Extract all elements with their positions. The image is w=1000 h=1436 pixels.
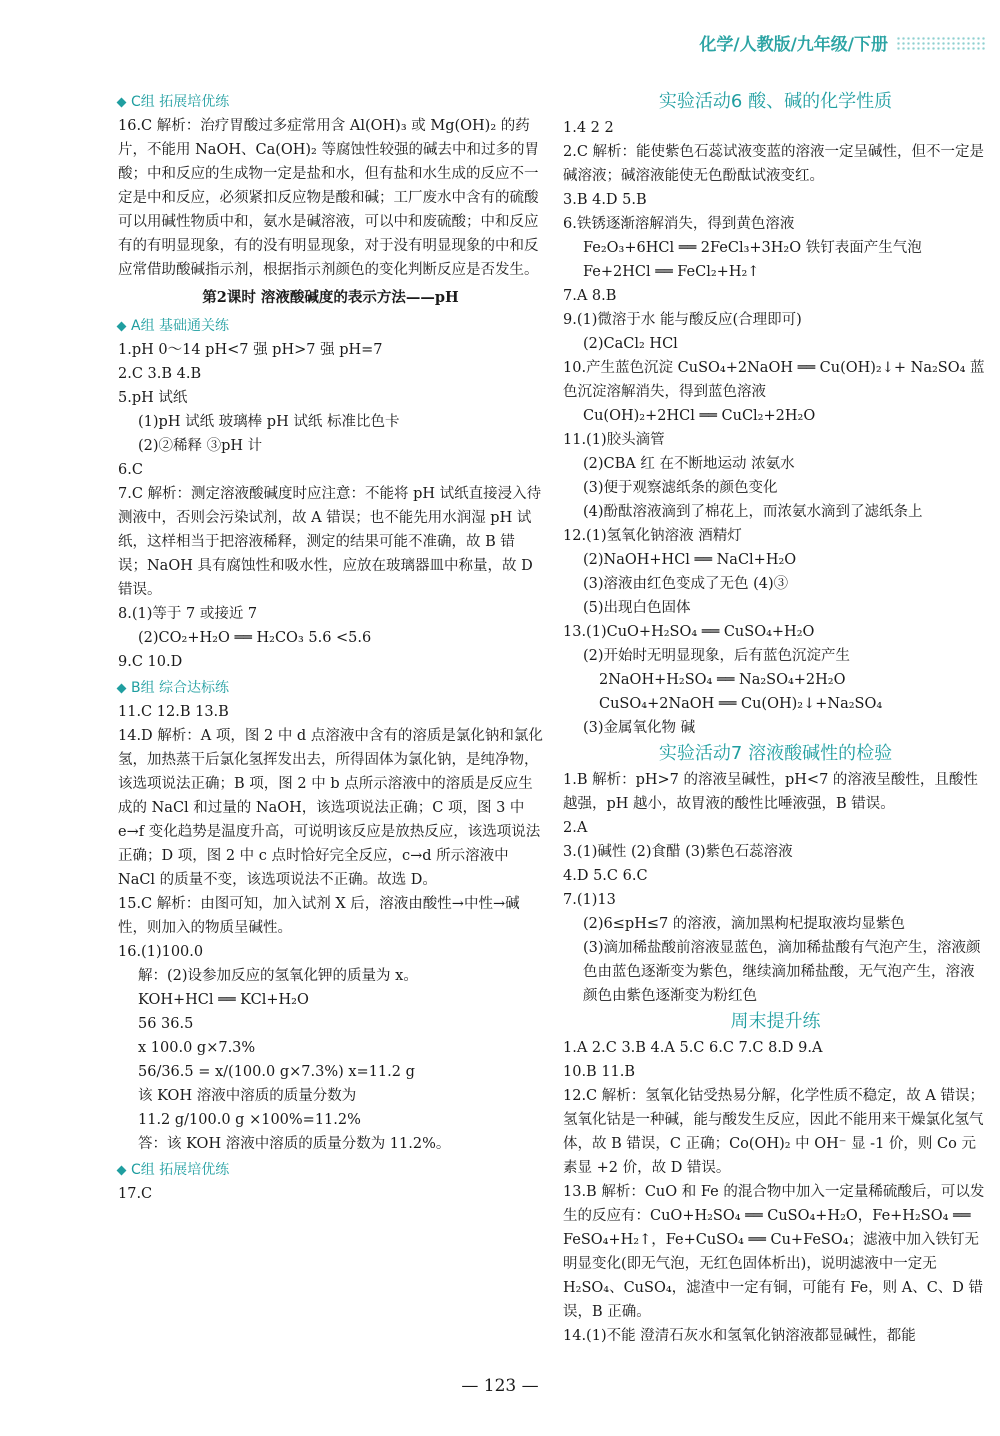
answer-item: 1.pH 0～14 pH<7 强 pH>7 强 pH=7 xyxy=(118,342,383,358)
answer-subline: KOH+HCl ══ KCl+H₂O xyxy=(138,992,309,1008)
answer-item: 13.(1)CuO+H₂SO₄ ══ CuSO₄+H₂O xyxy=(563,624,815,640)
group-heading-text: C组 拓展培优练 xyxy=(131,1162,230,1178)
answer-item: 6.C xyxy=(118,462,143,478)
answer-item: 16.(1)100.0 xyxy=(118,944,204,960)
left-column xyxy=(118,88,543,1206)
answer-item: 10.B 11.B xyxy=(563,1064,636,1080)
answer-equation: CuSO₄+2NaOH ══ Cu(OH)₂↓+Na₂SO₄ xyxy=(599,696,883,712)
answer-item: 2.C 3.B 4.B xyxy=(118,366,202,382)
group-heading-text: A组 基础通关练 xyxy=(131,318,230,334)
answer-item: 2.C 解析：能使紫色石蕊试液变蓝的溶液一定呈碱性，但不一定是碱溶液；碱溶液能使无色酚酞试液变红。 xyxy=(563,144,985,184)
answer-item: 11.(1)胶头滴管 xyxy=(563,432,665,448)
answer-item: 13.B 解析：CuO 和 Fe 的混合物中加入一定量稀硫酸后，可以发生的反应有：CuO+H₂SO₄ ══ CuSO₄+H₂O，Fe+H₂SO₄ ══ FeSO₄+H₂↑，Fe+CuSO₄ ══ Cu+FeSO₄；滤液中加入铁钉无明显变化(即无气泡，无红色固体析出)，说明滤液中一定无 H₂SO₄、CuSO₄，滤渣中一定有铜，可能有 Fe，则 A、C、D 错误，B 正确。 xyxy=(563,1184,985,1320)
section-title: 周末提升练 xyxy=(730,1011,821,1032)
answer-subline: (4)酚酞溶液滴到了棉花上，而浓氨水滴到了滤纸条上 xyxy=(583,504,923,520)
answer-subline: (2)CO₂+H₂O ══ H₂CO₃ 5.6 <5.6 xyxy=(138,630,372,646)
answer-item: 11.C 12.B 13.B xyxy=(118,704,229,720)
answer-subline: (2)CaCl₂ HCl xyxy=(583,336,678,352)
answer-subline: (2)开始时无明显现象，后有蓝色沉淀产生 xyxy=(583,648,851,664)
answer-equation: 2NaOH+H₂SO₄ ══ Na₂SO₄+2H₂O xyxy=(599,672,846,688)
answer-item: 4.D 5.C 6.C xyxy=(563,868,648,884)
diamond-icon xyxy=(117,684,127,694)
answer-subline: Cu(OH)₂+2HCl ══ CuCl₂+2H₂O xyxy=(583,408,816,424)
answer-item: 3.(1)碱性 (2)食醋 (3)紫色石蕊溶液 xyxy=(563,844,793,860)
answer-subline: (1)pH 试纸 玻璃棒 pH 试纸 标准比色卡 xyxy=(138,414,400,430)
answer-subline: (2)②稀释 ③pH 计 xyxy=(138,438,263,454)
diamond-icon xyxy=(117,322,127,332)
answer-item: 15.C 解析：由图可知，加入试剂 X 后，溶液由酸性→中性→碱性，则加入的物质呈碱性。 xyxy=(118,896,520,936)
answer-item: 16.C 解析：治疗胃酸过多症常用含 Al(OH)₃ 或 Mg(OH)₂ 的药片，不能用 NaOH、Ca(OH)₂ 等腐蚀性较强的碱去中和过多的胃酸；中和反应的生成物一定是盐和水，但有盐和水生成的反应不一定是中和反应，必须紧扣反应物是酸和碱；工厂废水中含有的硫酸可以用碱性物质中和，氨水是碱溶液，可以中和废硫酸；中和反应有的有明显现象，有的没有明显现象，对于没有明显现象的中和反应常借助酸碱指示剂，根据指示剂颜色的变化判断反应是否发生。 xyxy=(118,118,539,278)
group-heading-text: B组 综合达标练 xyxy=(131,680,230,696)
answer-item: 10.产生蓝色沉淀 CuSO₄+2NaOH ══ Cu(OH)₂↓+ Na₂SO₄ 蓝色沉淀溶解消失，得到蓝色溶液 xyxy=(563,360,985,400)
answer-subline: x 100.0 g×7.3% xyxy=(138,1040,256,1056)
answer-subline: (5)出现白色固体 xyxy=(583,600,691,616)
answer-subline: Fe+2HCl ══ FeCl₂+H₂↑ xyxy=(583,264,760,280)
answer-item: 9.C 10.D xyxy=(118,654,183,670)
right-column xyxy=(563,88,988,1348)
answer-subline: (3)溶液由红色变成了无色 (4)③ xyxy=(583,576,789,592)
group-heading xyxy=(118,676,543,700)
diamond-icon xyxy=(117,1166,127,1176)
answer-item: 7.C 解析：测定溶液酸碱度时应注意：不能将 pH 试纸直接浸入待测液中，否则会污染试剂，故 A 错误；也不能先用水润湿 pH 试纸，这样相当于把溶液稀释，测定的结果可能不准确，故 B 错误；NaOH 具有腐蚀性和吸水性，应放在玻璃器皿中称量，故 D 错误。 xyxy=(118,486,542,598)
answer-item: 3.B 4.D 5.B xyxy=(563,192,647,208)
running-header xyxy=(699,30,986,55)
answer-subline: 11.2 g/100.0 g ×100%=11.2% xyxy=(138,1112,361,1128)
answer-item: 9.(1)微溶于水 能与酸反应(合理即可) xyxy=(563,312,802,328)
answer-subline: (3)滴加稀盐酸前溶液显蓝色，滴加稀盐酸有气泡产生，溶液颜色由蓝色逐渐变为紫色，继续滴加稀盐酸，无气泡产生，溶液颜色由紫色逐渐变为粉红色 xyxy=(583,940,981,1004)
answer-item: 14.D 解析：A 项，图 2 中 d 点溶液中含有的溶质是氯化钠和氯化氢，加热蒸干后氯化氢挥发出去，所得固体为氯化钠，是纯净物，该选项说法正确；B 项，图 2 中 b 点所示溶液中的溶质是反应生成的 NaCl 和过量的 NaOH，该选项说法正确；C 项，图 3 中 e→f 变化趋势是温度升高，可说明该反应是放热反应，该选项说法正确；D 项，图 2 中 c 点时恰好完全反应，c→d 所示溶液中 NaCl 的质量不变，该选项说法不正确。故选 D。 xyxy=(118,728,543,888)
page-number: — 123 — xyxy=(461,1376,539,1396)
header-text: 化学/人教版/九年级/下册 xyxy=(699,35,888,55)
answer-subline: (3)金属氧化物 碱 xyxy=(583,720,696,736)
answer-item: 7.A 8.B xyxy=(563,288,617,304)
answer-subline: 答：该 KOH 溶液中溶质的质量分数为 11.2%。 xyxy=(138,1136,451,1152)
answer-subline: 56 36.5 xyxy=(138,1016,194,1032)
answer-subline: 56/36.5 = x/(100.0 g×7.3%) x=11.2 g xyxy=(138,1064,415,1080)
lesson-heading: 第2课时 溶液酸碱度的表示方法——pH xyxy=(202,289,459,306)
section-title: 实验活动6 酸、碱的化学性质 xyxy=(658,91,893,112)
answer-subline: (2)NaOH+HCl ══ NaCl+H₂O xyxy=(583,552,797,568)
answer-item: 5.pH 试纸 xyxy=(118,390,188,406)
answer-subline: (2)CBA 红 在不断地运动 浓氨水 xyxy=(583,456,795,472)
answer-item: 8.(1)等于 7 或接近 7 xyxy=(118,606,258,622)
answer-item: 1.B 解析：pH>7 的溶液呈碱性，pH<7 的溶液呈酸性，且酸性越强，pH 越小，故胃液的酸性比唾液强，B 错误。 xyxy=(563,772,978,812)
group-heading xyxy=(118,90,543,114)
answer-item: 12.(1)氢氧化钠溶液 酒精灯 xyxy=(563,528,742,544)
answer-subline: Fe₂O₃+6HCl ══ 2FeCl₃+3H₂O 铁钉表面产生气泡 xyxy=(583,240,922,256)
answer-item: 7.(1)13 xyxy=(563,892,616,908)
answer-subline: 解：(2)设参加反应的氢氧化钾的质量为 x。 xyxy=(138,968,418,984)
group-heading xyxy=(118,1158,543,1182)
header-dot-pattern xyxy=(896,36,986,50)
answer-item: 2.A xyxy=(563,820,588,836)
answer-subline: (3)便于观察滤纸条的颜色变化 xyxy=(583,480,778,496)
answer-subline: (2)6≤pH≤7 的溶液，滴加黑枸杞提取液均显紫色 xyxy=(583,916,905,932)
diamond-icon xyxy=(117,98,127,108)
answer-item: 1.A 2.C 3.B 4.A 5.C 6.C 7.C 8.D 9.A xyxy=(563,1040,823,1056)
answer-subline: 该 KOH 溶液中溶质的质量分数为 xyxy=(138,1088,357,1104)
group-heading-text: C组 拓展培优练 xyxy=(131,94,230,110)
group-heading xyxy=(118,314,543,338)
section-title: 实验活动7 溶液酸碱性的检验 xyxy=(658,743,893,764)
answer-item: 14.(1)不能 澄清石灰水和氢氧化钠溶液都显碱性，都能 xyxy=(563,1328,916,1344)
answer-item: 1.4 2 2 xyxy=(563,120,614,136)
answer-item: 17.C xyxy=(118,1186,153,1202)
answer-item: 6.铁锈逐渐溶解消失，得到黄色溶液 xyxy=(563,216,795,232)
answer-item: 12.C 解析：氢氧化钴受热易分解，化学性质不稳定，故 A 错误；氢氧化钴是一种碱，能与酸发生反应，因此不能用来干燥氯化氢气体，故 B 错误，C 正确；Co(OH)₂ 中 OH⁻ 显 -1 价，则 Co 元素显 +2 价，故 D 错误。 xyxy=(563,1088,984,1176)
